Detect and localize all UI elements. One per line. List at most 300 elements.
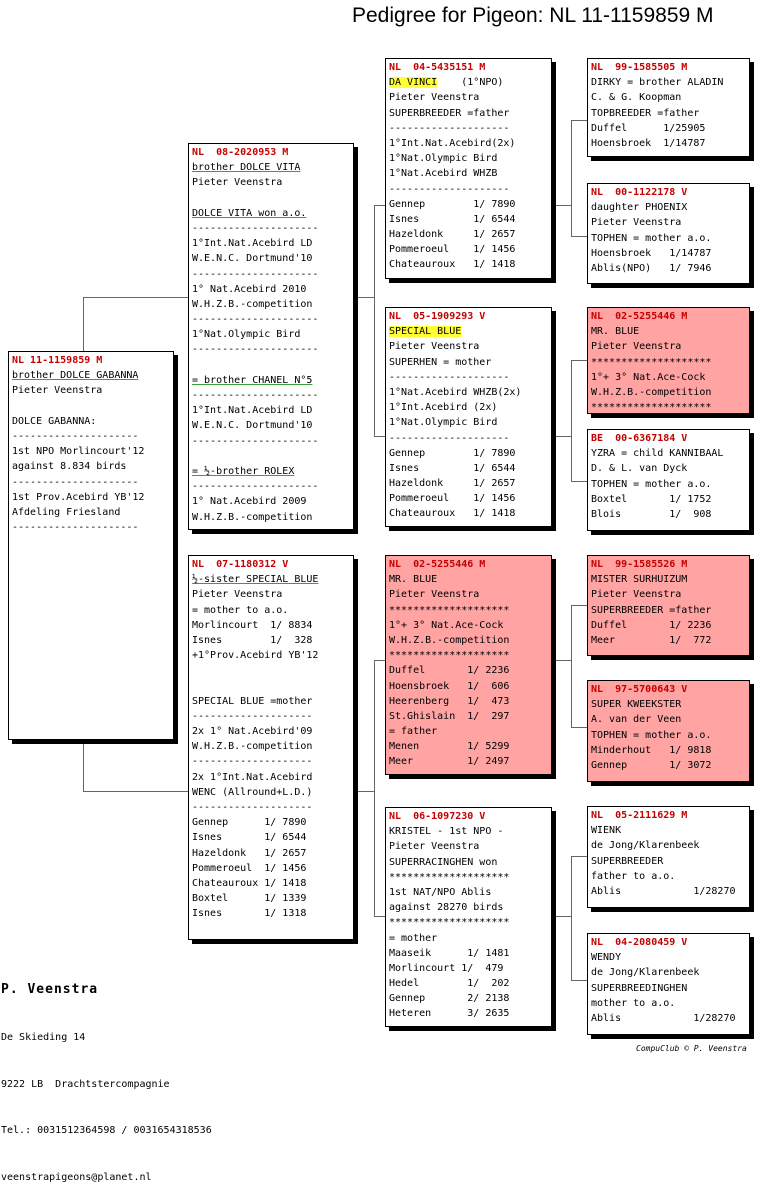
highlighted-name: SPECIAL BLUE [389,326,462,338]
line-text: 2x 1° Nat.Acebird'09 [192,726,313,738]
card-line [389,227,548,242]
card-line [12,459,170,474]
underlined-heading: brother DOLCE GABANNA [12,370,139,382]
card-line [389,136,548,151]
pigeon-card-dam-sire-dam[interactable] [587,680,750,782]
pigeon-card-subject[interactable] [8,351,174,740]
line-text: -------------------- [389,432,510,444]
card-line [192,358,350,373]
connector-line [556,916,571,917]
card-line [192,191,350,206]
card-line [389,75,548,90]
line-text: Hedel 1/ 202 [389,978,510,990]
connector-line [374,205,375,437]
connector-line [374,660,375,917]
line-text: 1°Int.Nat.Acebird LD [192,238,313,250]
card-line [389,754,548,769]
card-line [389,991,548,1006]
card-line [389,900,548,915]
card-line [591,965,746,980]
connector-line [358,791,374,792]
card-line [389,870,548,885]
line-text: --------------------- [192,481,319,493]
card-line [591,697,746,712]
card-line [12,383,170,398]
underlined-heading: ½-sister SPECIAL BLUE [192,574,319,586]
card-line [192,403,350,418]
line-text: --------------------- [192,222,319,234]
card-line [389,385,548,400]
line-text: 1st NAT/NPO Ablis [389,886,492,898]
card-line [192,891,350,906]
line-text: C. & G. Koopman [591,92,682,104]
card-line [591,854,746,869]
card-line [192,434,350,449]
card-line [591,950,746,965]
card-line [591,261,746,276]
pigeon-card-sire-dam-sire[interactable] [587,307,750,414]
card-line [389,709,548,724]
line-text: 1°Int.Acebird (2x) [389,402,498,414]
pigeon-card-dam-sire-sire[interactable] [587,555,750,656]
line-text: ******************** [591,402,712,414]
line-text: Chateauroux 1/ 1418 [192,877,307,889]
underlined-heading: = brother CHANEL N°5 [192,374,313,386]
line-text: W.E.N.C. Dortmund'10 [192,420,313,432]
card-line [12,368,170,383]
pigeon-card-sire-sire-sire[interactable] [587,58,750,157]
line-text: de Jong/Klarenbeek [591,840,700,852]
line-text: TOPHEN = mother a.o. [591,232,712,244]
card-line [192,648,350,663]
line-text: Pieter Veenstra [389,341,480,353]
line-text: 1°Nat.Olympic Bird [192,329,301,341]
line-text: = mother [389,932,438,944]
card-line [591,572,746,587]
line-text: WENDY [591,952,622,964]
card-line [389,431,548,446]
card-line [192,694,350,709]
line-text: Pieter Veenstra [389,92,480,104]
line-text: Morlincourt 1/ 479 [389,962,504,974]
card-line [591,507,746,522]
line-text: de Jong/Klarenbeek [591,967,700,979]
line-text: Heteren 3/ 2635 [389,1008,510,1020]
owner-email[interactable]: veenstrapigeons@planet.nl [1,1171,152,1183]
card-line [389,257,548,272]
card-line [591,324,746,339]
card-line [591,385,746,400]
pigeon-card-sire-sire-dam[interactable] [587,183,750,284]
page-title: Pedigree for Pigeon: NL 11-1159859 M [352,4,714,27]
card-line [389,839,548,854]
line-text: W.H.Z.B.-competition [192,741,313,753]
pigeon-card-dam-sire[interactable] [385,555,552,775]
pigeon-card-dam-dam-sire[interactable] [587,806,750,908]
line-text: SUPER KWEEKSTER [591,699,682,711]
card-line [192,221,350,236]
line-text: Maaseik 1/ 1481 [389,947,510,959]
line-text: Gennep 1/ 7890 [389,198,516,210]
card-line [591,121,746,136]
line-text: MISTER SURHUIZUM [591,574,688,586]
card-line [591,136,746,151]
line-text: SUPERBREEDER =father [389,107,510,119]
ring-number: NL 99-1585526 M [591,559,688,570]
card-line [389,400,548,415]
line-text: W.H.Z.B.-competition [192,298,313,310]
pigeon-card-dam-dam-dam[interactable] [587,933,750,1035]
card-line [12,490,170,505]
connector-line [571,856,572,981]
line-text: Pieter Veenstra [192,177,283,189]
line-text: TOPHEN = mother a.o. [591,729,712,741]
pigeon-card-dam-dam[interactable] [385,807,552,1027]
card-line [389,739,548,754]
card-line [389,415,548,430]
card-line [192,587,350,602]
underlined-heading: = ½-brother ROLEX [192,465,295,477]
card-line [389,491,548,506]
line-text: 2x 1°Int.Nat.Acebird [192,771,313,783]
line-text: Pieter Veenstra [591,217,682,229]
card-line [192,206,350,221]
line-text: -------------------- [389,183,510,195]
ring-number: NL 02-5255446 M [591,311,688,322]
card-line [591,603,746,618]
ring-number: BE 00-6367184 V [591,433,688,444]
card-line [192,906,350,921]
card-line [192,815,350,830]
line-text: 1°Nat.Acebird WHZB(2x) [389,386,522,398]
line-text: -------------------- [389,122,510,134]
connector-line [83,791,190,792]
card-line [12,399,170,414]
line-text: Meer 1/ 2497 [389,756,510,768]
card-line [591,400,746,414]
line-text: 1°Nat.Acebird WHZB [389,168,498,180]
line-text: SUPERRACINGHEN won [389,856,498,868]
card-line [12,444,170,459]
line-text: --------------------- [192,268,319,280]
pigeon-card-sire[interactable] [188,143,354,530]
line-text: Ablis(NPO) 1/ 7946 [591,262,712,274]
ring-number: NL 08-2020953 M [192,147,289,158]
card-line [591,492,746,507]
line-text: --------------------- [12,476,139,488]
card-line [192,846,350,861]
line-text: Pieter Veenstra [192,589,283,601]
line-text: -------------------- [389,371,510,383]
card-line [591,75,746,90]
line-text: Duffel 1/25905 [591,122,706,134]
card-line [389,212,548,227]
connector-line [571,360,572,482]
card-line [389,1006,548,1021]
card-line [591,1011,746,1026]
card-line [192,603,350,618]
connector-line [83,297,84,352]
line-text: Boxtel 1/ 1752 [591,493,712,505]
card-line [389,572,548,587]
card-line [389,90,548,105]
card-line [591,838,746,853]
card-line [591,618,746,633]
card-line [389,824,548,839]
card-line [389,587,548,602]
line-text: SPECIAL BLUE =mother [192,695,313,707]
line-text: TOPBREEDER =father [591,107,700,119]
owner-phone: Tel.: 0031512364598 / 0031654318536 [1,1125,212,1136]
line-text: Pieter Veenstra [389,841,480,853]
card-line [192,830,350,845]
card-line [192,679,350,694]
card-line [389,885,548,900]
card-line [591,633,746,648]
line-text: Isnes 1/ 6544 [192,832,307,844]
line-text: -------------------- [192,756,313,768]
card-line [591,246,746,261]
card-line [192,861,350,876]
card-line [389,151,548,166]
line-text: --------------------- [192,435,319,447]
card-line [192,449,350,464]
owner-contact [1,950,212,1201]
line-text: W.E.N.C. Dortmund'10 [192,253,313,265]
card-line [389,106,548,121]
card-line [389,618,548,633]
line-text: YZRA = child KANNIBAAL [591,448,724,460]
line-text: W.H.Z.B.-competition [389,634,510,646]
card-line [389,603,548,618]
line-text: MR. BLUE [389,574,438,586]
line-text: ******************** [389,604,510,616]
card-line [591,712,746,727]
line-text: --------------------- [192,344,319,356]
card-line [591,869,746,884]
line-text: Pommeroeul 1/ 1456 [389,493,516,505]
line-text: 1°Nat.Olympic Bird [389,417,498,429]
card-line [192,418,350,433]
line-text: Hazeldonk 1/ 2657 [389,478,516,490]
card-line [591,884,746,899]
card-line [389,946,548,961]
card-line [389,679,548,694]
card-line [389,633,548,648]
card-line [389,446,548,461]
line-text: W.H.Z.B.-competition [192,511,313,523]
ring-number: NL 06-1097230 V [389,811,486,822]
line-text: Pieter Veenstra [12,385,103,397]
line-text: D. & L. van Dyck [591,463,688,475]
card-line [192,251,350,266]
ring-number: NL 00-1122178 V [591,187,688,198]
card-line [192,724,350,739]
card-line [591,446,746,461]
line-text: DIRKY = brother ALADIN [591,77,724,89]
card-line [591,728,746,743]
card-line [389,663,548,678]
line-text: ******************** [389,871,510,883]
owner-name: P. Veenstra [1,982,99,997]
card-line [591,339,746,354]
card-line [591,90,746,105]
card-line [591,981,746,996]
card-line [192,572,350,587]
line-text: Hazeldonk 1/ 2657 [389,229,516,241]
ring-number: NL 05-1909293 V [389,311,486,322]
line-text: against 28270 birds [389,902,504,914]
pigeon-card-sire-dam[interactable] [385,307,552,527]
line-text: SUPERBREEDER =father [591,604,712,616]
line-text: KRISTEL - 1st NPO - [389,826,504,838]
card-line [389,476,548,491]
ring-number: NL 05-2111629 M [591,810,688,821]
card-line [389,915,548,930]
card-line [389,355,548,370]
card-line [192,312,350,327]
card-line [389,339,548,354]
card-line [591,106,746,121]
connector-line [556,205,571,206]
card-line [591,743,746,758]
line-text: A. van der Veen [591,714,682,726]
card-line [12,475,170,490]
line-text: Chateauroux 1/ 1418 [389,508,516,520]
line-text: Isnes 1/ 6544 [389,213,516,225]
card-line [192,373,350,388]
card-line [591,996,746,1011]
connector-line [571,605,572,728]
underlined-heading: brother DOLCE VITA [192,162,301,174]
line-text: DOLCE GABANNA: [12,415,97,427]
card-line [192,160,350,175]
pigeon-card-sire-dam-dam[interactable] [587,429,750,531]
card-line [192,388,350,403]
line-text: --------------------- [12,522,139,534]
card-line [389,461,548,476]
card-line [389,324,548,339]
card-line [389,121,548,136]
card-line [192,876,350,891]
card-line [591,231,746,246]
ring-number: NL 11-1159859 M [12,355,103,366]
card-line [192,464,350,479]
line-text: 1°Int.Nat.Acebird LD [192,405,313,417]
card-line [192,479,350,494]
card-line [591,587,746,602]
card-line [192,267,350,282]
card-line [12,414,170,429]
line-suffix: (1°NPO) [437,77,504,89]
card-line [591,355,746,370]
line-text: -------------------- [192,802,313,813]
connector-line [556,660,571,661]
line-text: Gennep 2/ 2138 [389,993,510,1005]
line-text: --------------------- [192,390,319,401]
card-line [389,197,548,212]
line-text: WIENK [591,825,622,837]
card-line [12,505,170,520]
card-line [192,770,350,785]
line-text: Meer 1/ 772 [591,634,712,646]
line-text: Chateauroux 1/ 1418 [389,259,516,271]
ring-number: NL 99-1585505 M [591,62,688,73]
line-text: Boxtel 1/ 1339 [192,893,307,905]
line-text: SUPERBREEDINGHEN [591,982,688,994]
line-text: Hoensbroek 1/14787 [591,137,706,149]
line-text: Pieter Veenstra [389,589,480,601]
line-text: 1° Nat.Acebird 2010 [192,283,307,295]
card-line [389,506,548,521]
card-line [12,520,170,535]
card-line [192,494,350,509]
line-text: 1° Nat.Acebird 2009 [192,496,307,508]
line-text: St.Ghislain 1/ 297 [389,710,510,722]
card-line [389,724,548,739]
pigeon-card-dam[interactable] [188,555,354,940]
line-text: Pommeroeul 1/ 1456 [389,244,516,256]
pigeon-card-sire-sire[interactable] [385,58,552,279]
line-text: Ablis 1/28270 [591,1012,736,1024]
card-line [192,739,350,754]
ring-number: NL 04-5435151 M [389,62,486,73]
card-line [591,461,746,476]
card-line [389,166,548,181]
card-line [192,282,350,297]
line-text: SUPERHEN = mother [389,356,492,368]
line-text: Duffel 1/ 2236 [389,665,510,677]
line-text: Isnes 1/ 6544 [389,462,516,474]
line-text: Gennep 1/ 7890 [192,817,307,829]
ring-number: NL 97-5700643 V [591,684,688,695]
line-text: 1°Int.Nat.Acebird(2x) [389,137,516,149]
card-line [12,429,170,444]
line-text: Blois 1/ 908 [591,508,712,520]
line-text: Isnes 1/ 1318 [192,908,307,920]
card-line [192,633,350,648]
line-text: Isnes 1/ 328 [192,634,313,646]
line-text: Pieter Veenstra [591,589,682,601]
line-text: 1°Nat.Olympic Bird [389,153,498,165]
line-text: Hazeldonk 1/ 2657 [192,847,307,859]
line-text: --------------------- [12,430,139,442]
card-line [389,242,548,257]
card-line [192,785,350,800]
ring-number: NL 07-1180312 V [192,559,289,570]
line-text: daughter PHOENIX [591,202,688,214]
card-line [192,510,350,525]
connector-line [571,120,572,237]
line-text: Pommeroeul 1/ 1456 [192,862,307,874]
card-line [591,477,746,492]
card-line [591,370,746,385]
line-text: Ablis 1/28270 [591,885,736,897]
ring-number: NL 04-2080459 V [591,937,688,948]
card-line [389,694,548,709]
card-line [192,342,350,357]
card-line [389,961,548,976]
highlighted-name: DA VINCI [389,77,438,89]
owner-address-city: 9222 LB Drachtstercompagnie [1,1078,170,1090]
line-text: Menen 1/ 5299 [389,741,510,753]
line-text: ******************** [591,356,712,368]
line-text: -------------------- [192,710,313,722]
line-text: 1st Prov.Acebird YB'12 [12,491,145,503]
line-text: MR. BLUE [591,326,640,338]
card-line [389,976,548,991]
connector-line [83,297,190,298]
